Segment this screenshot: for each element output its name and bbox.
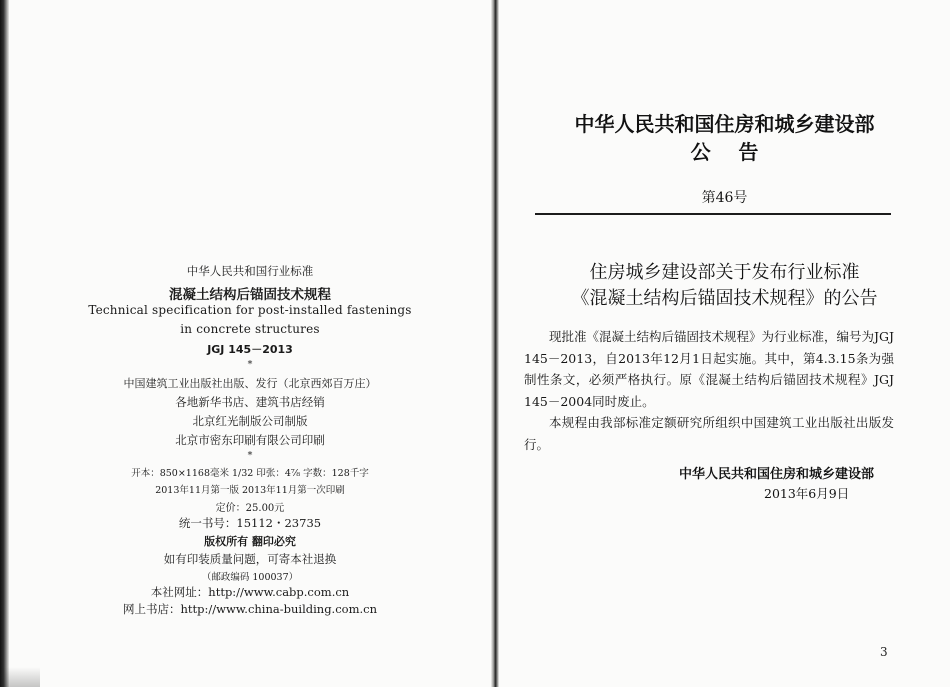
signature-ministry: 中华人民共和国住房和城乡建设部 (679, 467, 875, 482)
ministry-heading: 中华人民共和国住房和城乡建设部 (574, 112, 875, 136)
header-rule (535, 213, 891, 215)
colophon-typesetter: 北京红光制版公司制版 (192, 414, 308, 428)
signature-date: 2013年6月9日 (764, 486, 850, 501)
colophon-quality-notice: 如有印装质量问题，可寄本社退换 (163, 552, 337, 566)
colophon-website: 本社网址：http://www.cabp.com.cn (150, 585, 350, 599)
colophon-title-cn: 混凝土结构后锚固技术规程 (169, 287, 331, 303)
announcement-heading: 公 告 (690, 140, 759, 164)
colophon-price: 定价：25.00元 (215, 503, 285, 514)
colophon-publisher: 中国建筑工业出版社出版、发行（北京西郊百万庄） (123, 377, 377, 390)
colophon-star-1: * (247, 359, 253, 370)
announcement-title-line-1: 住房城乡建设部关于发布行业标准 (589, 262, 860, 283)
announcement-paragraph-2: 本规程由我部标准定额研究所组织中国建筑工业出版社出版发行。 (524, 415, 894, 452)
announcement-page (499, 0, 950, 687)
colophon-bookstore: 网上书店：http://www.china-building.com.cn (123, 602, 377, 616)
colophon-book-number: 统一书号：15112・23735 (178, 516, 322, 530)
colophon-postcode: （邮政编码 100037） (201, 572, 299, 583)
colophon-series: 中华人民共和国行业标准 (186, 264, 314, 278)
colophon-code: JGJ 145－2013 (207, 343, 293, 356)
colophon-star-2: * (247, 450, 253, 461)
colophon-distributor: 各地新华书店、建筑书店经销 (175, 395, 325, 409)
page-number: 3 (880, 645, 888, 659)
announcement-paragraph-1: 现批准《混凝土结构后锚固技术规程》为行业标准，编号为JGJ 145－2013，自2013年12月1日起实施。其中，第4.3.15条为强制性条文，必须严格执行。原《混凝土结构后锚固技术规程》JGJ 145－2004同时废止。 (524, 329, 895, 409)
announcement-number: 第46号 (701, 190, 748, 206)
colophon-page (9, 0, 491, 687)
colophon-title-en-1: Technical specification for post-installed fastenings (88, 303, 412, 317)
colophon-specs: 开本：850×1168毫米 1/32 印张：4⅞ 字数：128千字 (131, 468, 369, 479)
colophon-edition: 2013年11月第一版 2013年11月第一次印刷 (155, 485, 345, 496)
book-spine (491, 0, 499, 687)
colophon-printer: 北京市密东印刷有限公司印刷 (175, 433, 325, 447)
scan-shadow-left (0, 0, 9, 687)
colophon-title-en-2: in concrete structures (180, 322, 320, 336)
announcement-title-line-2: 《混凝土结构后锚固技术规程》的公告 (571, 288, 878, 309)
colophon-rights: 版权所有 翻印必究 (204, 535, 296, 548)
